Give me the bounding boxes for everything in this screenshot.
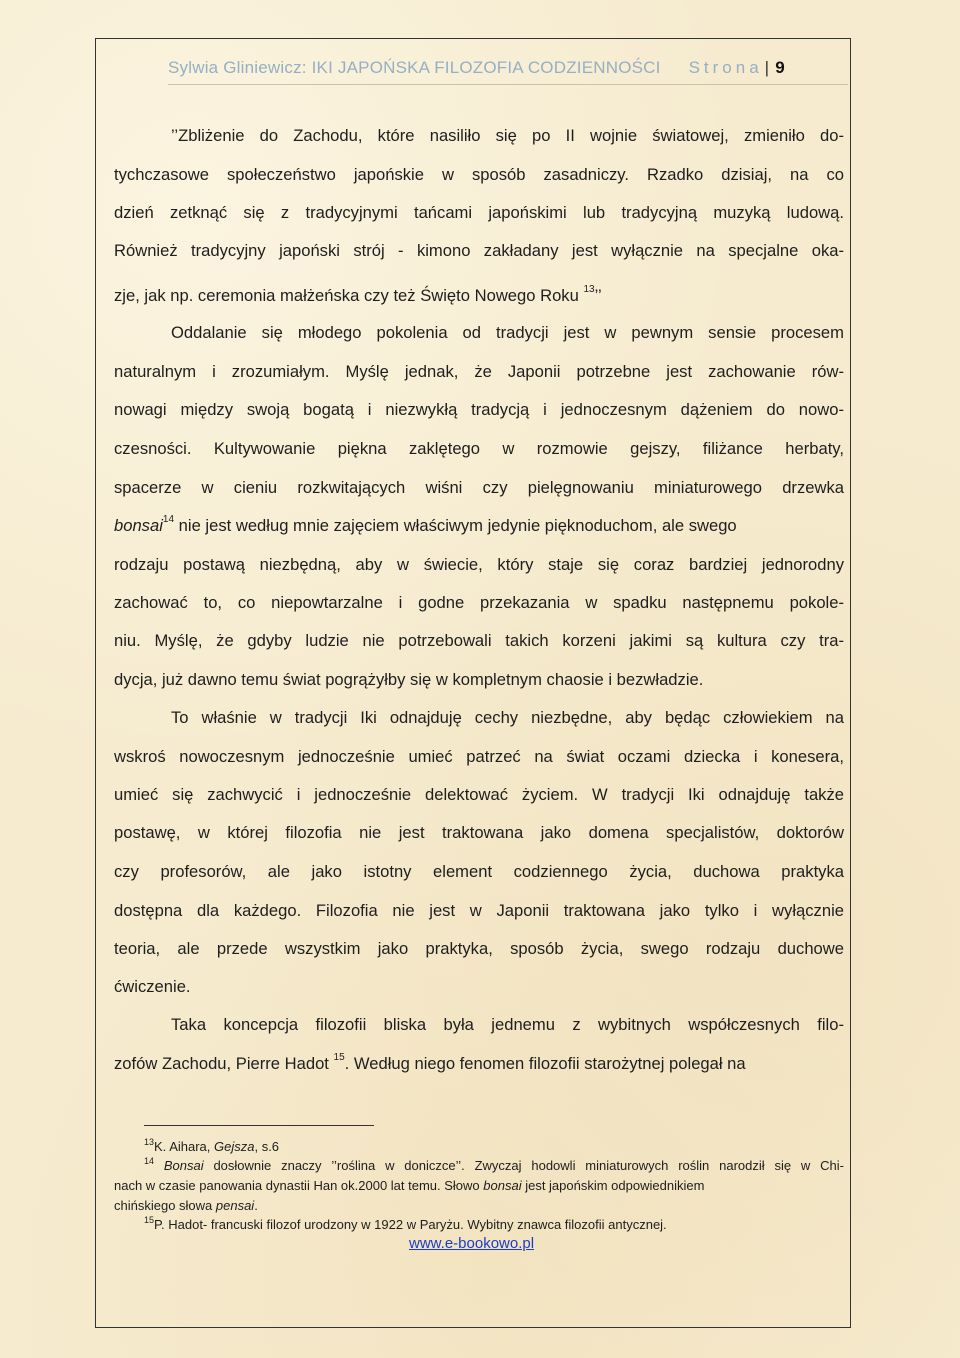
bonsai-term: bonsai	[114, 516, 163, 535]
text-line	[114, 1049, 746, 1079]
text-line: ’’Zbliżenie do Zachodu, które nasiliło się po II wojnie światowej, zmieniło do-	[171, 126, 844, 145]
footnote-text: P. Hadot- francuski filozof urodzony w 1922 w Paryżu. Wybitny znawca filozofii antycznej.	[154, 1217, 667, 1232]
text-line: czesności. Kultywowanie piękna zaklętego w rozmowie gejszy, filiżance herbaty,	[114, 439, 844, 458]
text-line: Taka koncepcja filozofii bliska była jednemu z wybitnych współczesnych filo-	[171, 1015, 844, 1034]
header-title: Sylwia Gliniewicz: IKI JAPOŃSKA FILOZOFIA CODZIENNOŚCI	[168, 58, 661, 77]
text-segment: nie jest według mnie zajęciem właściwym jedynie pięknoduchom, ale swego	[178, 516, 737, 535]
footnote-14-cont	[114, 1176, 704, 1196]
footnote-number: 15	[144, 1214, 155, 1225]
footnote-italic: Bonsai	[163, 1158, 204, 1173]
footnote-text: nach w czasie panowania dynastii Han ok.2000 lat temu. Słowo	[114, 1178, 484, 1193]
closing-quote: ’’	[594, 286, 602, 305]
footnote-15	[144, 1215, 667, 1235]
footnote-14	[144, 1156, 844, 1176]
text-line	[114, 511, 737, 541]
footnote-italic: pensai	[215, 1198, 255, 1213]
footnote-text: dosłownie znaczy ’’roślina w doniczce’’. Zwyczaj hodowli miniaturowych roślin narodził się w Chi-	[203, 1158, 844, 1173]
text-line: dycja, już dawno temu świat pogrążyłby się w kompletnym chaosie i bezwładzie.	[114, 670, 704, 689]
text-segment: . Według niego fenomen filozofii starożytnej polegał na	[344, 1054, 746, 1073]
text-segment: zofów Zachodu, Pierre Hadot	[114, 1054, 329, 1073]
footnote-text: chińskiego słowa	[114, 1198, 216, 1213]
text-line: czy profesorów, ale jako istotny element codziennego życia, duchowa praktyka	[114, 862, 844, 881]
site-link[interactable]: www.e-bookowo.pl	[409, 1235, 535, 1252]
text-segment: zje, jak np. ceremonia małżeńska czy też Święto Nowego Roku	[114, 286, 579, 305]
text-line: umieć się zachwycić i jednocześnie delektować życiem. W tradycji Iki odnajduję także	[114, 785, 844, 804]
text-line: nowagi między swoją bogatą i niezwykłą tradycją i jednoczesnym dążeniem do nowo-	[114, 400, 844, 419]
text-line: teoria, ale przede wszystkim jako praktyka, sposób życia, swego rodzaju duchowe	[114, 939, 844, 958]
footnote-ref-13[interactable]: 13	[583, 284, 595, 296]
running-header	[168, 58, 848, 85]
text-line: dzień zetknąć się z tradycyjnymi tańcami japońskimi lub tradycyjną muzyką ludową.	[114, 203, 844, 222]
text-line: tychczasowe społeczeństwo japońskie w sposób zasadniczy. Rzadko dzisiaj, na co	[114, 165, 844, 184]
footnote-14-cont	[114, 1196, 258, 1216]
footnote-number: 13	[144, 1136, 155, 1147]
text-line: naturalnym i zrozumiałym. Myślę jednak, że Japonii potrzebne jest zachowanie rów-	[114, 362, 844, 381]
text-line	[114, 281, 602, 311]
text-line: postawę, w której filozofia nie jest traktowana jako domena specjalistów, doktorów	[114, 823, 844, 842]
footnote-ref-14[interactable]: 14	[162, 514, 175, 526]
footnote-number: 14	[144, 1155, 155, 1166]
footnote-text: K. Aihara,	[154, 1139, 214, 1154]
text-line: spacerze w cieniu rozkwitających wiśni czy pielęgnowaniu miniaturowego drzewka	[114, 478, 844, 497]
text-line: ćwiczenie.	[114, 977, 191, 996]
page-number: 9	[775, 58, 785, 77]
text-line: niu. Myślę, że gdyby ludzie nie potrzebowali takich korzeni jakimi są kultura czy tra-	[114, 631, 844, 650]
footnote-italic: bonsai	[483, 1178, 522, 1193]
header-strona-label: Strona	[688, 58, 763, 77]
text-line: zachować to, co niepowtarzalne i godne przekazania w spadku następnemu pokole-	[114, 593, 844, 612]
text-line: To właśnie w tradycji Iki odnajduję cechy niezbędne, aby będąc człowiekiem na	[171, 708, 844, 727]
text-line: dostępna dla każdego. Filozofia nie jest w Japonii traktowana jako tylko i wyłącznie	[114, 901, 844, 920]
footnote-separator	[144, 1125, 374, 1126]
footnote-ref-15[interactable]: 15	[333, 1052, 345, 1064]
footnote-13	[144, 1137, 279, 1157]
footnote-text: , s.6	[254, 1139, 280, 1154]
footnote-italic: Gejsza	[214, 1139, 255, 1154]
text-line: rodzaju postawą niezbędną, aby w świecie, który staje się coraz bardziej jednorodny	[114, 555, 844, 574]
text-line: wskroś nowoczesnym jednocześnie umieć patrzeć na świat oczami dziecka i koneserа,	[114, 747, 844, 766]
text-line: Oddalanie się młodego pokolenia od tradycji jest w pewnym sensie procesem	[171, 323, 844, 342]
header-divider: |	[764, 58, 770, 77]
footnote-text: jest japońskim odpowiednikiem	[521, 1178, 705, 1193]
text-line: Również tradycyjny japoński strój - kimono zakładany jest wyłącznie na specjalne oka-	[114, 241, 844, 260]
footnote-text: .	[254, 1198, 258, 1213]
